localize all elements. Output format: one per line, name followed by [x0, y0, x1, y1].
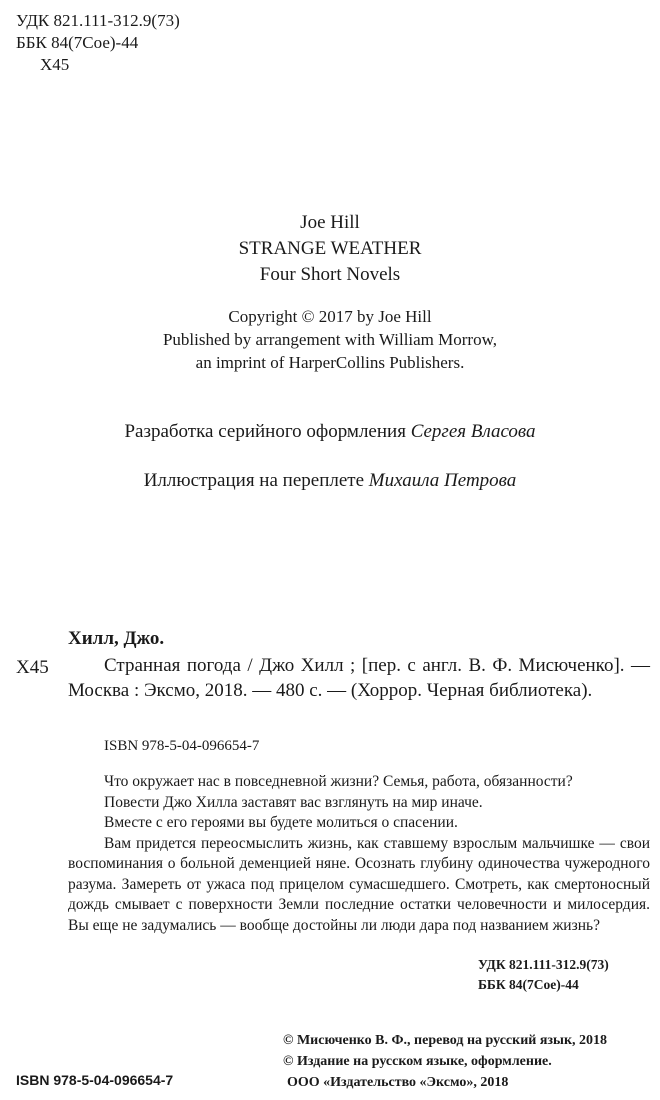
annotation-paragraph: Повести Джо Хилла заставят вас взглянуть на мир иначе.: [104, 793, 483, 811]
annotation: [68, 772, 650, 936]
bbk-code: ББК 84(7Сое)-44: [16, 33, 139, 52]
original-author: Joe Hill: [300, 212, 360, 233]
annotation-paragraph: Что окружает нас в повседневной жизни? Семья, работа, обязанности?: [104, 773, 573, 790]
bbk-code: ББК 84(7Сое)-44: [478, 977, 579, 992]
original-title: STRANGE WEATHER: [238, 238, 422, 259]
catalog-author-heading: Хилл, Джо.: [68, 628, 165, 649]
bottom-isbn: ISBN 978-5-04-096654-7: [16, 1072, 174, 1088]
bibliographic-description: Странная погода / Джо Хилл ; [пер. с англ. В. Ф. Мисюченко]. — Москва : Эксмо, 2018. — 480 с. — (Хоррор. Черная библиотека).: [68, 655, 650, 701]
original-title-block: [0, 210, 660, 288]
copyright-ru-line-3: ООО «Издательство «Эксмо», 2018: [287, 1075, 509, 1090]
annotation-paragraph: Вместе с его героями вы будете молиться о спасении.: [104, 814, 458, 831]
original-subtitle: Four Short Novels: [259, 264, 401, 285]
credit-name: Сергея Власова: [410, 421, 536, 442]
copyright-line-1: Copyright © 2017 by Joe Hill: [228, 307, 432, 326]
copyright-ru-line-2: © Издание на русском языке, оформление.: [283, 1054, 552, 1069]
udk-code: УДК 821.111-312.9(73): [16, 11, 180, 30]
russian-copyright-block: [283, 1030, 607, 1093]
copyright-line-2: Published by arrangement with William Morrow,: [162, 330, 498, 349]
copyright-line-3: an imprint of HarperCollins Publishers.: [195, 353, 465, 372]
udk-code: УДК 821.111-312.9(73): [478, 957, 609, 972]
bottom-classification-codes: [478, 955, 609, 995]
credit-name: Михаила Петрова: [368, 470, 517, 491]
english-copyright-block: [0, 305, 660, 374]
annotation-paragraph: Вам придется переосмыслить жизнь, как ставшему взрослым мальчишке — свои воспоминания о больной деменцией няне. Осознать глубину одиночества чужеродного разума. Замереть от ужаса под прицелом сумасшедшего. Смотреть, как смертоносный дождь смывает с поверхности Земли последние остатки человечности и милосердия. Вы еще не задумались — вообще достойны ли люди дара под названием жизнь?: [68, 834, 650, 934]
credit-text: Иллюстрация на переплете: [143, 470, 369, 491]
catalog-code: Х45: [16, 657, 49, 678]
author-mark: Х45: [40, 55, 70, 74]
top-classification-codes: [16, 10, 180, 76]
catalog-isbn: ISBN 978-5-04-096654-7: [104, 738, 260, 754]
credit-text: Разработка серийного оформления: [124, 421, 411, 442]
series-design-credit: [0, 421, 660, 443]
copyright-ru-line-1: © Мисюченко В. Ф., перевод на русский язык, 2018: [283, 1033, 608, 1048]
cover-illustration-credit: [0, 470, 660, 492]
